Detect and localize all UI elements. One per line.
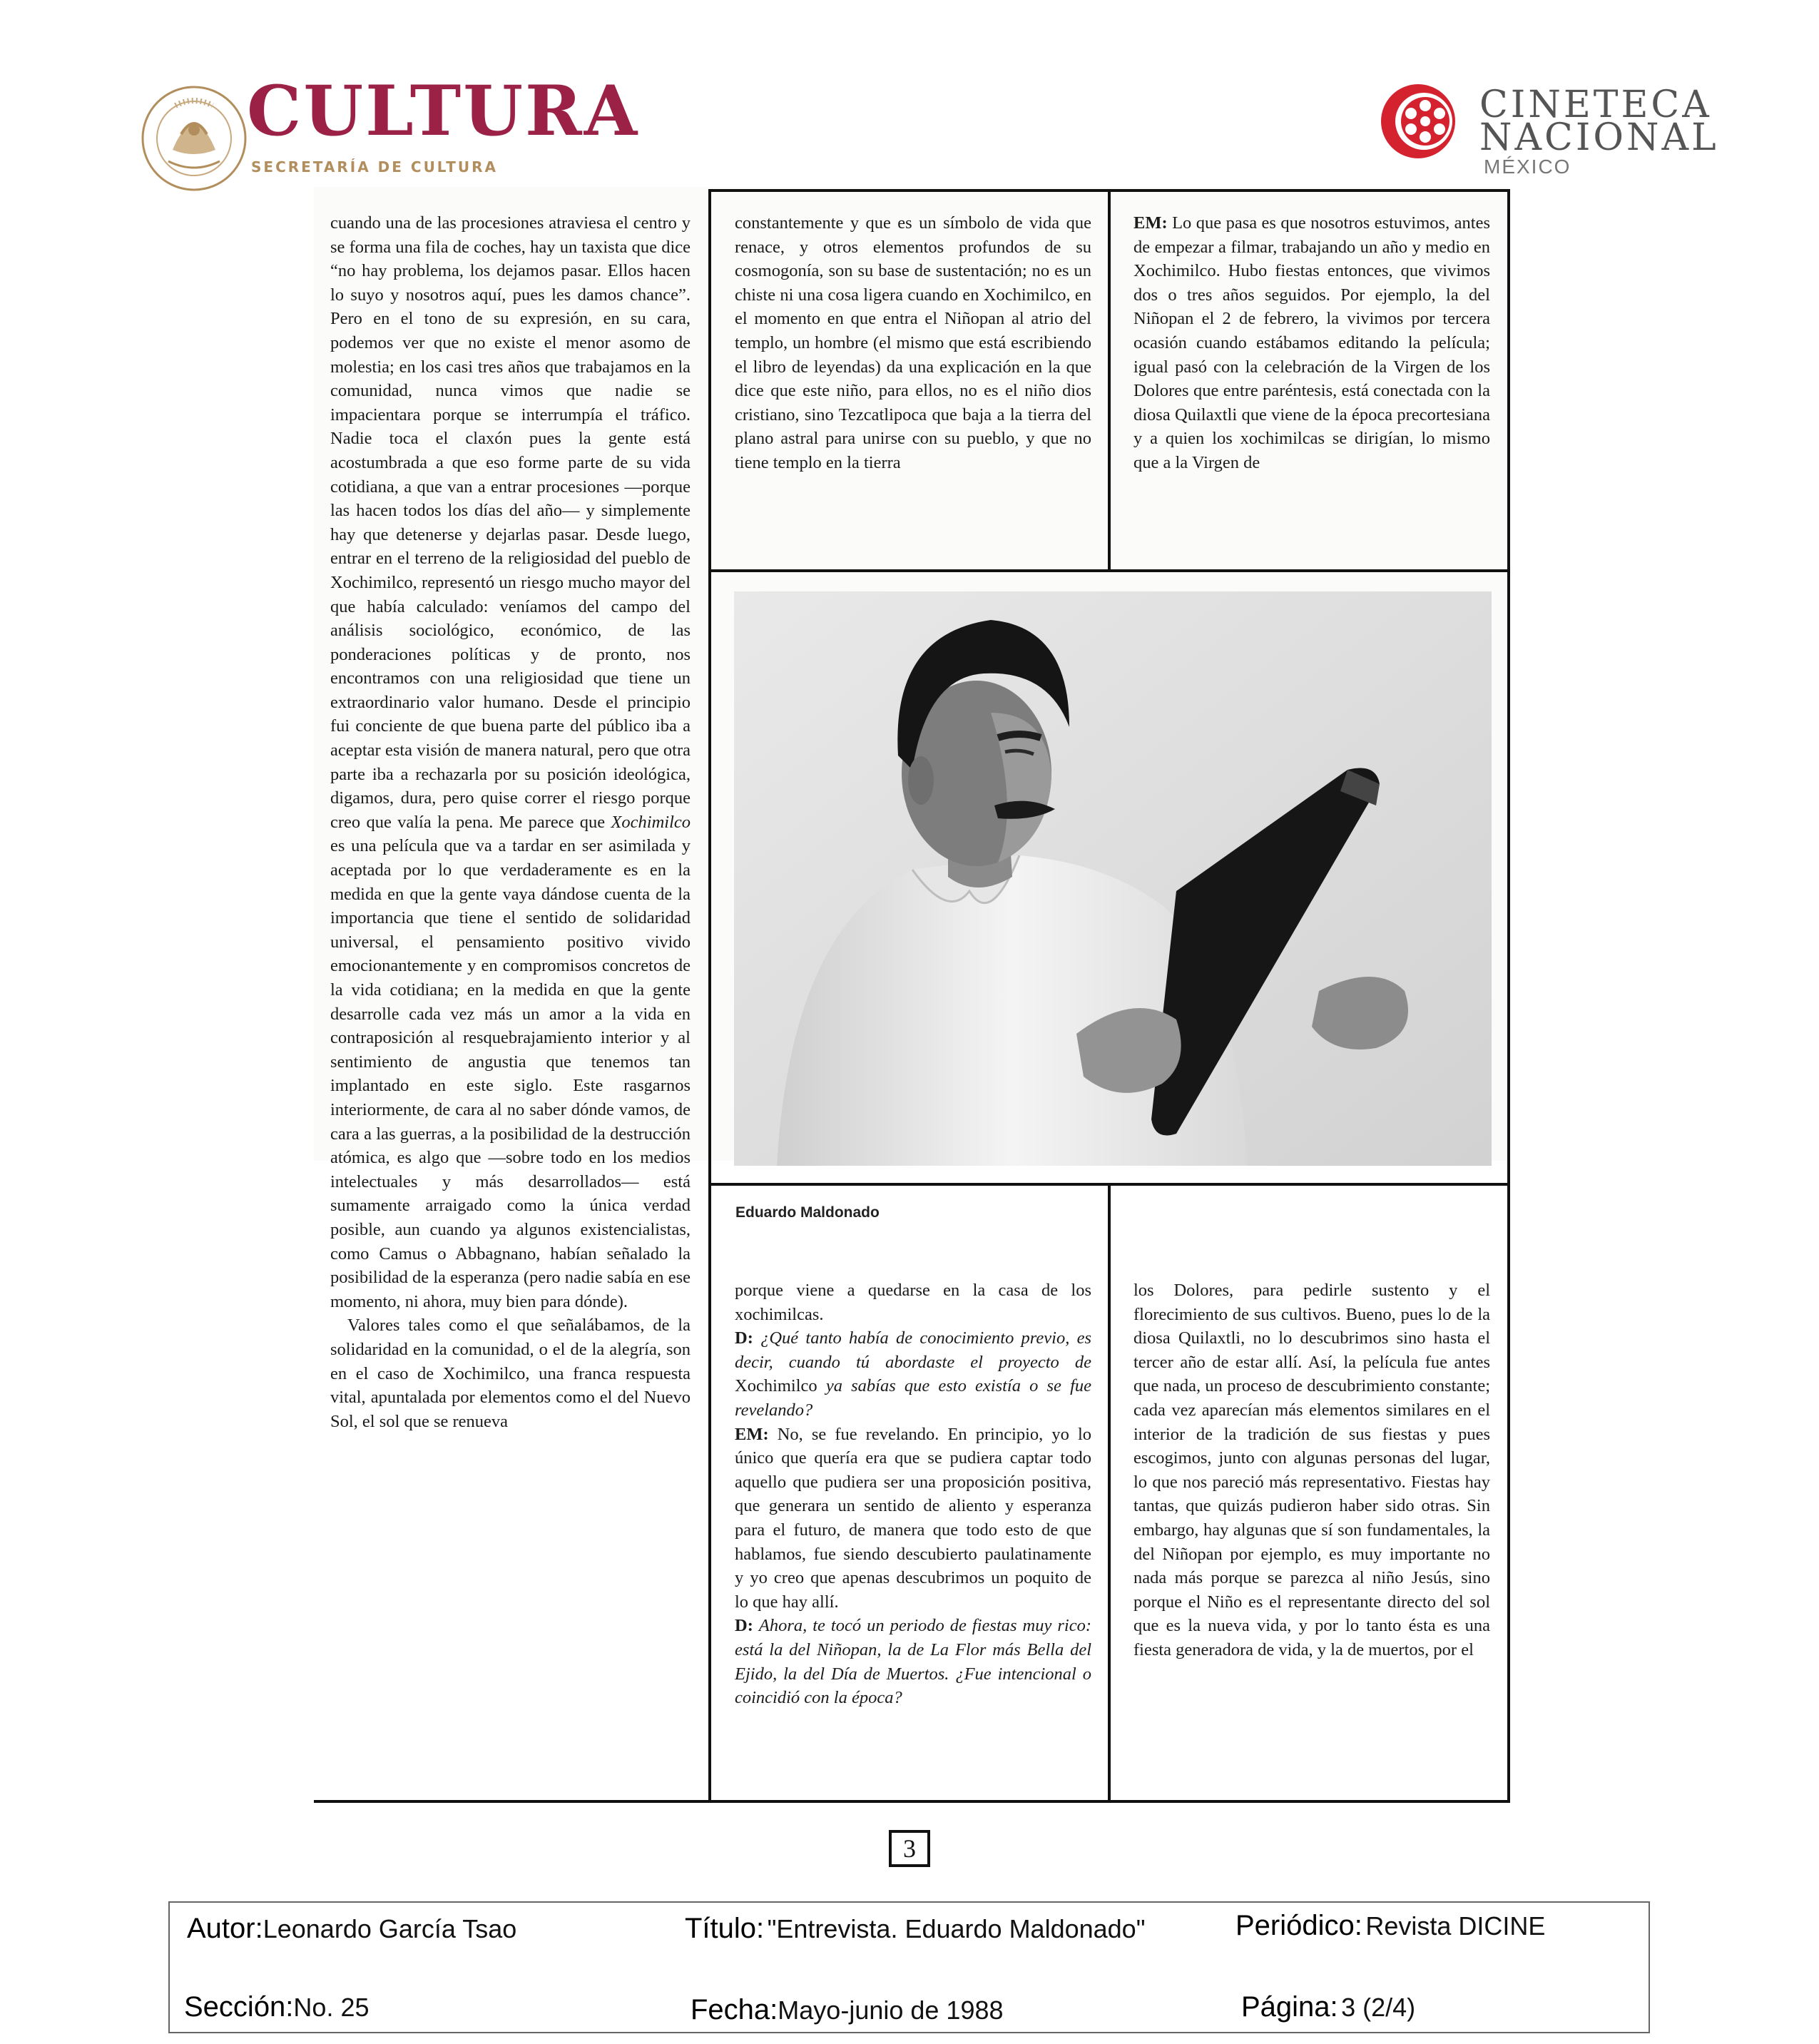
periodico-value: Revista DICINE (1365, 1911, 1546, 1941)
column-rule (1507, 189, 1510, 1801)
question-text: ¿Qué tanto había de conocimiento previo, es decir, cuando tú abordaste el proyecto de (735, 1328, 1091, 1372)
speaker-label: EM: (735, 1424, 769, 1444)
paragraph: porque viene a quedarse en la casa de los xochimilcas. (735, 1281, 1091, 1324)
question-text: ya sabías que esto existía o se fue revelando? (735, 1376, 1092, 1420)
pagina-label: Página: (1241, 1991, 1338, 2023)
paragraph (330, 211, 691, 1313)
film-title: Xochimilco (611, 812, 691, 832)
titulo-value: "Entrevista. Eduardo Maldonado" (767, 1914, 1146, 1943)
paragraph: Valores tales como el que señalábamos, de la solidaridad en la comunidad, o el de la alegría, son en el caso de Xochimilco, una franca respuesta vital, apuntalada por elementos como el del Nuevo Sol, el sol que se renueva (330, 1316, 691, 1431)
page-number-box: 3 (889, 1830, 930, 1867)
speaker-label: D: (735, 1616, 753, 1636)
article-column-2-bottom (735, 1278, 1091, 1710)
article-column-2-top (735, 211, 1091, 475)
photo-caption: Eduardo Maldonado (735, 1204, 880, 1221)
cineteca-line-2: NACIONAL (1479, 116, 1719, 159)
seccion-value: No. 25 (293, 1993, 370, 2022)
frame-rule-mid-bottom (708, 1183, 1510, 1186)
frame-rule-top (708, 189, 1510, 192)
paragraph (1133, 211, 1490, 475)
interview-answer (735, 1423, 1091, 1615)
interview-question (735, 1326, 1091, 1422)
pagina-value: 3 (2/4) (1341, 1993, 1416, 2022)
answer-text: No, se fue revelando. En principio, yo lo único que quería era que se pudiera captar todo aquello que pudiera ser una proposición positiva, que generara un sentido de aliento y esperanza para el futuro, de manera que todo esto de que hablamos, fue siendo descubierto paulatinamente y yo creo que apenas descubrimos un poquito de lo que hay allí. (735, 1424, 1092, 1612)
interview-question (735, 1614, 1091, 1709)
film-reel-icon (1378, 81, 1458, 161)
article-column-1 (330, 211, 691, 1433)
titulo-label: Título: (685, 1913, 765, 1944)
speaker-label: D: (735, 1328, 753, 1348)
paragraph: constantemente y que es un símbolo de vida que renace, y otros elementos profundos de su cosmogonía, son su base de sustentación; no es un chiste ni una cosa ligera cuando en Xochimilco, en el momento en que entra el Niñopan al atrio del templo, un hombre (el mismo que está escribiendo el libro de leyendas) da una explicación en la que dice que este niño, para ellos, no es el niño dios cristiano, sino Tezcatlipoca que baja a la tierra del plano astral para unirse con su pueblo, y que no tiene templo en la tierra (735, 213, 1091, 472)
column-rule (1108, 189, 1111, 571)
fecha-field (691, 1994, 1004, 2026)
autor-value: Leonardo García Tsao (263, 1914, 517, 1943)
periodico-label: Periódico: (1235, 1910, 1362, 1941)
text-run: es una película que va a tardar en ser asimilada y aceptada por lo que verdaderamente es en la medida en que la gente vaya dándose cuenta de la importancia que tiene el sentido de solidaridad universal, el pensamiento positivo vivido emocionantemente y en compromisos concretos de la vida cotidiana; en la medida en que la gente desarrolle cada vez más un amor a la vida en contraposición al resquebrajamiento interior y al sentimiento de angustia que tenemos tan implantado en este siglo. Este rasgarnos interiormente, de cara al no saber dónde vamos, de cara a las guerras, a la posibilidad de la destrucción atómica, es algo que —sobre todo en los medios intelectuales y más desarrollados— está sumamente arraigado como la única verdad posible, aun cuando ya algunos existencialistas, como Camus o Abbagnano, habían señalado la posibilidad de la esperanza (pero nadie sabía en ese momento, ni ahora, muy bien para dónde). (330, 836, 691, 1311)
pagina-field (1241, 1991, 1415, 2023)
article-column-3-top (1133, 211, 1490, 475)
text-run: cuando una de las procesiones atraviesa el centro y se forma una fila de coches, hay un taxista que dice “no hay problema, los dejamos pasar. Ellos hacen lo suyo y nosotros aquí, pues les damos chance”. Pero en el tono de su expresión, en su cara, podemos ver que no existe el menor asomo de molestia; en los casi tres años que trabajamos en la comunidad, nunca vimos que nadie se impacientara porque se interrumpía el tráfico. Nadie toca el claxón pues la gente está acostumbrada a que eso forme parte de su vida cotidiana, a que van a entrar procesiones —porque las hacen todos los días del año— y simplemente hay que detenerse y dejarlas pasar. Desde luego, entrar en el terreno de la religiosidad del pueblo de Xochimilco, representó un riesgo mucho mayor del que había calculado: veníamos del campo del análisis sociológico, económico, de las ponderaciones políticas y de pronto, nos encontramos con una religiosidad que tiene un extraordinario valor humano. Desde el principio fui conciente de que buena parte del público iba a aceptar esta visión de manera natural, pero que otra parte iba a rechazarla por su posición ideológica, digamos, dura, pero quise correr el riesgo porque creo que valía la pena. Me parece que (330, 213, 691, 832)
column-rule (1108, 1184, 1111, 1801)
autor-field (187, 1913, 516, 1945)
titulo-field (685, 1913, 1145, 1945)
question-text: Ahora, te tocó un periodo de fiestas muy rico: está la del Niñopan, la de La Flor más Bella del Ejido, la del Día de Muertos. ¿Fue intencional o coincidió con la época? (735, 1616, 1091, 1708)
metadata-box (168, 1901, 1650, 2033)
mexican-coat-of-arms-seal (140, 84, 248, 193)
frame-rule-bottom (314, 1800, 1510, 1803)
article-column-3-bottom (1133, 1278, 1490, 1662)
speaker-label: EM: (1133, 213, 1168, 233)
autor-label: Autor: (187, 1913, 263, 1944)
seccion-label: Sección: (184, 1991, 294, 2023)
periodico-field (1235, 1910, 1545, 1942)
paragraph: los Dolores, para pedirle sustento y el florecimiento de sus cultivos. Bueno, pues lo de la diosa Quilaxtli, no lo descubrimos sino hasta el tercer año de estar allí. Así, la película fue antes que nada, un proceso de descubrimiento constante; cada vez aparecían más elementos similares en el interior de la tradición de sus fiestas y pues escogimos, junto con algunas personas del lugar, lo que nos pareció más representativo. Fiestas hay tantas, que quizás pudieron haber sido otras. Sin embargo, hay algunas que sí son fundamentales, la del Niñopan por ejemplo, es muy importante no nada más porque se parezca al niño Jesús, sino porque el Niño es el representante directo del sol que es la nueva vida, y por lo tanto ésta es una fiesta generadora de vida, y la de muertos, por el (1133, 1281, 1490, 1659)
cultura-logo-title: CULTURA (247, 71, 640, 151)
frame-rule-mid-top (708, 569, 1510, 572)
cineteca-logo-name (1479, 83, 1719, 159)
cultura-logo-subtitle: SECRETARÍA DE CULTURA (251, 158, 498, 176)
column-rule (708, 189, 711, 1801)
fecha-value: Mayo-junio de 1988 (778, 1995, 1004, 2025)
text-run: Lo que pasa es que nosotros estuvimos, antes de empezar a filmar, trabajando un año y medio en Xochimilco. Hubo fiestas entonces, que vivimos dos o tres años seguidos. Por ejemplo, la del Niñopan el 2 de febrero, la vivimos por tercera ocasión cuando estábamos editando la película; igual pasó con la celebración de la Virgen de los Dolores que entre paréntesis, está conectada con la diosa Quilaxtli que viene de la época precortesiana y a quien los xochimilcas se dirigían, lo mismo que a la Virgen de (1133, 213, 1490, 472)
cineteca-logo-country: MÉXICO (1484, 156, 1571, 178)
fecha-label: Fecha: (691, 1994, 778, 2025)
film-title: Xochimilco (735, 1376, 817, 1396)
seccion-field (184, 1991, 370, 2023)
portrait-photo (734, 591, 1492, 1166)
cineteca-line-1: CINETECA (1479, 83, 1712, 126)
